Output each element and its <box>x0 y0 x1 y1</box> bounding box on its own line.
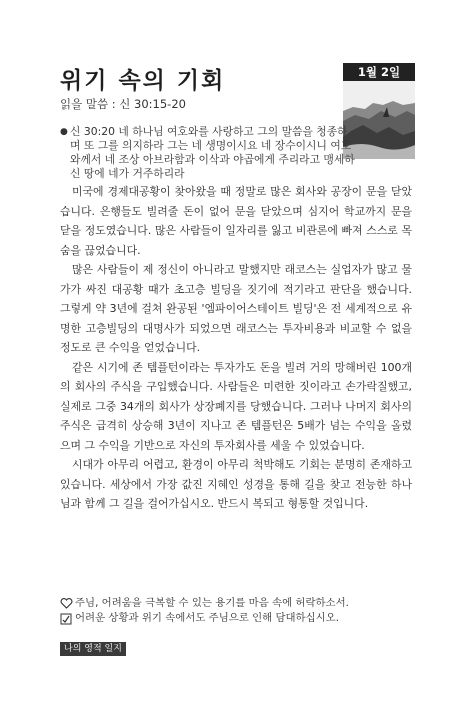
key-verse-text: 신 30:20 네 하나님 여호와를 사랑하고 그의 말씀을 청종하며 또 그를 의지하라 그는 네 생명이시요 네 장수이시니 여호와께서 네 조상 아브라함과 이삭과 야곱에게 주리라고 맹세하신 땅에 네가 거주하리라 <box>70 125 355 180</box>
key-verse <box>60 125 355 181</box>
page-title: 위기 속의 기회 <box>60 68 226 94</box>
prayer-heart-text: 주님, 어려움을 극복할 수 있는 용기를 마음 속에 허락하소서. <box>75 597 349 609</box>
prayer-action-text: 어려운 상황과 위기 속에서도 주님으로 인해 담대하십시오. <box>75 612 340 624</box>
action-icon <box>60 613 73 625</box>
body-paragraph: 시대가 아무리 어렵고, 환경이 아무리 척박해도 기회는 분명히 존재하고 있습니다. 세상에서 가장 값진 지혜인 성경을 통해 길을 찾고 전능한 하나님과 함께 그 길을 걸어가십시오. 반드시 복되고 형통할 것입니다. <box>60 458 412 510</box>
body-paragraph: 같은 시기에 존 템플턴이라는 투자가도 돈을 빌려 거의 망해버린 100개의 회사의 주식을 구입했습니다. 사람들은 미련한 짓이라고 손가락질했고, 실제로 그중 34개의 회사가 상장폐지를 당했습니다. 그러나 나머지 회사의 주식은 급격히 상승해 3년이 지나고 존 템플턴은 5배가 넘는 수익을 올렸으며 그 수익을 기반으로 자신의 투자회사를 세울 수 있었습니다. <box>60 360 412 452</box>
devotional-body <box>60 182 412 514</box>
scripture-reference: 읽을 말씀 : 신 30:15-20 <box>60 97 186 111</box>
prayer-heart-row <box>60 596 420 611</box>
heart-icon <box>60 598 73 609</box>
body-paragraph: 많은 사람들이 제 정신이 아니라고 말했지만 래코스는 실업자가 많고 물가가 싸진 대공황 때가 초고층 빌딩을 짓기에 적기라고 판단을 했습니다. 그렇게 약 3년에 걸쳐 완공된 '엠파이어스테이트 빌딩'은 전 세계적으로 유명한 고층빌딩의 대명사가 되었으면 래코스는 투자비용과 비교할 수 없을 정도로 큰 수익을 얻었습니다. <box>60 263 412 354</box>
journal-label: 나의 영적 일지 <box>60 642 126 656</box>
prayer-section <box>60 596 420 626</box>
bullet-icon: ● <box>60 127 68 137</box>
date-badge: 1월 2일 <box>343 63 415 81</box>
body-paragraph: 미국에 경제대공황이 찾아왔을 때 정말로 많은 회사와 공장이 문을 닫았습니다. 은행들도 빌려줄 돈이 없어 문을 닫았으며 심지어 학교까지 문을 닫을 정도였습니다. 많은 사람들이 일자리를 잃고 비관론에 빠져 스스로 목숨을 끊었습니다. <box>60 185 412 257</box>
prayer-action-row <box>60 611 420 626</box>
